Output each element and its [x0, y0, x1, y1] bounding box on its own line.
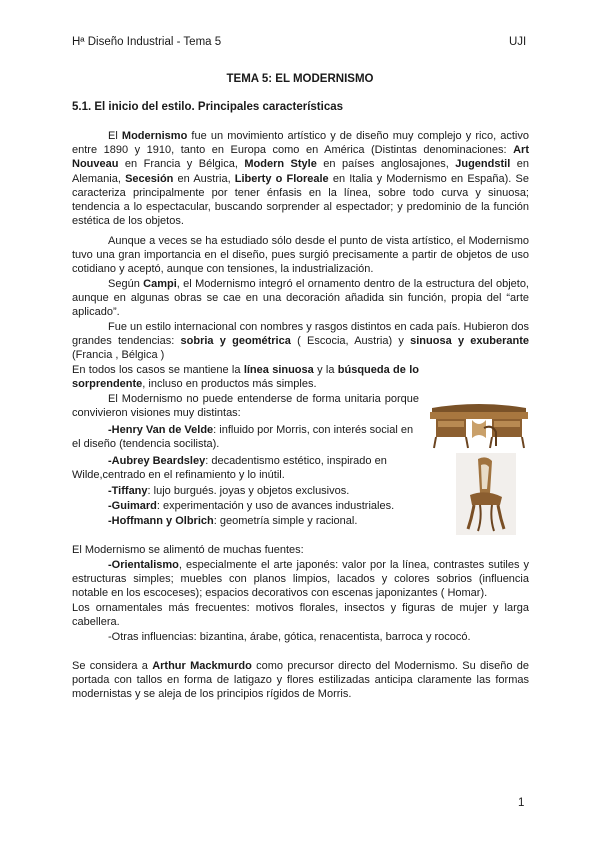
list-item-continuation: Wilde,centrado en el refinamiento y lo inútil.	[72, 469, 285, 481]
list-item-continuation: el diseño (tendencia socilista).	[72, 438, 220, 450]
paragraph-mackmurdo: Se considera a Arthur Mackmurdo como precursor directo del Modernismo. Su diseño de portada con tallos en forma de latigazo y flores estilizadas anticipa claramente las formas modernistas y se aleja de los principios rígidos de Morris.	[72, 660, 530, 701]
list-item: -Guimard: experimentación y uso de avances industriales.	[108, 500, 395, 512]
header-title: Hª Diseño Industrial - Tema 5	[72, 36, 222, 48]
paragraph-intro: El Modernismo fue un movimiento artístico y de diseño muy complejo y rico, activo entre 1890 y 1910, tanto en Europa como en América (Distintas denominaciones: Art Nouveau en Francia y Bélgica, Modern Style en países anglosajones, Jugendstil en Alemania, Secesión en Austria, Liberty o Floreale en Italia y Modernismo en España). Se caracteriza principalmente por tener énfasis en la línea, sobre todo curva y sinuosa; tendencia a lo espectacular, buscando sorprender al espectador; y predominio de la función estética de los objetos.	[72, 130, 529, 228]
paragraph-sinuous-line: En todos los casos se mantiene la línea sinuosa y la búsqueda de lo sorprendente, incluso en productos más simples.	[72, 364, 419, 391]
paragraph-campi: Según Campi, el Modernismo integró el ornamento dentro de la estructura del objeto, aunque en algunas obras se cae en una decoración añadida sin función, propia del “arte aplicado”.	[72, 278, 529, 319]
desk-image	[426, 398, 532, 450]
chair-image	[456, 453, 516, 535]
page-title: TEMA 5: EL MODERNISMO	[226, 73, 374, 85]
paragraph-orientalism: -Orientalismo, especialmente el arte japonés: valor por la línea, contrastes sutiles y estructuras simples; muebles con planos limpios, lacados y colores sobrios (influencia notable en los escoceses); espacios decorativos con escenas japonizantes ( Homar).	[72, 559, 529, 600]
list-item: -Tiffany: lujo burgués. joyas y objetos exclusivos.	[108, 485, 350, 497]
list-item: -Hoffmann y Olbrich: geometría simple y racional.	[108, 515, 358, 527]
header-institution: UJI	[509, 36, 527, 48]
page-number: 1	[518, 797, 525, 809]
list-item: -Aubrey Beardsley: decadentismo estético, inspirado en	[108, 455, 387, 467]
paragraph-influences: -Otras influencias: bizantina, árabe, gótica, renacentista, barroca y rococó.	[108, 631, 471, 643]
paragraph-visions: El Modernismo no puede entenderse de forma unitaria porque convivieron visiones muy distintas:	[72, 393, 419, 420]
paragraph-sources: El Modernismo se alimentó de muchas fuentes:	[72, 544, 304, 556]
paragraph-design: Aunque a veces se ha estudiado sólo desde el punto de vista artístico, el Modernismo tuvo una gran importancia en el diseño, pues surgió precisamente a partir de objetos de uso cotidiano y aceptó, aunque con tensiones, la industrialización.	[72, 235, 529, 276]
paragraph-ornaments: Los ornamentales más frecuentes: motivos florales, insectos y figuras de mujer y larga cabellera.	[72, 602, 529, 629]
list-item: -Henry Van de Velde: influido por Morris, con interés social en	[108, 424, 414, 436]
section-heading: 5.1. El inicio del estilo. Principales características	[72, 101, 344, 113]
paragraph-tendencies: Fue un estilo internacional con nombres y rasgos distintos en cada país. Hubieron dos grandes tendencias: sobria y geométrica ( Escocia, Austria) y sinuosa y exuberante (Francia , Bélgica )	[72, 321, 529, 362]
